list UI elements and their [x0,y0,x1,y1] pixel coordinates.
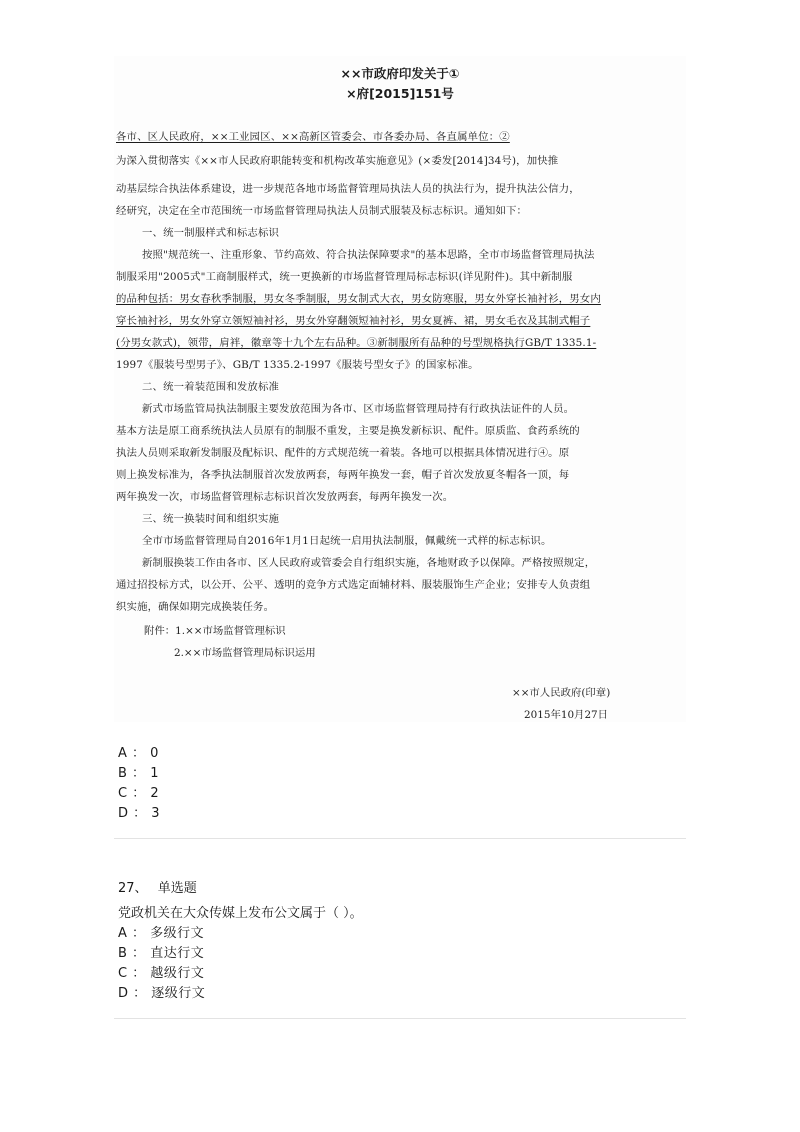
question-number: 27、 [118,881,148,896]
option-text: 3 [151,806,161,821]
option-text: 2 [150,786,160,801]
option-sep: ： [127,966,151,981]
doc-line: 则上换发标准为，各季执法制服首次发放两套，每两年换发一套，帽子首次发放夏冬帽各一顶，每 [116,469,570,481]
option-text: 1 [150,766,159,781]
doc-line: 为深入贯彻落实《××市人民政府职能转变和机构改革实施意见》(×委发[2014]34号)，加快推 [116,155,559,167]
option-a[interactable] [118,742,159,761]
doc-line: 新制服换装工作由各市、区人民政府或管委会自行组织实施，各地财政予以保障。严格按照规定， [142,557,596,569]
doc-addressee: 各市、区人民政府，××工业园区、××高新区管委会、市各委办局、各直属单位：② [116,131,510,143]
option-key: C [118,786,128,801]
doc-title-line1: ××市政府印发关于① [340,66,460,81]
question-stem: 党政机关在大众传媒上发布公文属于（ ）。 [118,906,363,921]
doc-line: 经研究，决定在全市范围统一市场监督管理局执法人员制式服装及标志标识。通知如下： [116,205,528,217]
doc-attachment-1: 附件：1.××市场监督管理标识 [144,625,286,637]
option-text: 逐级行文 [151,986,206,1001]
option-c[interactable] [118,962,204,981]
option-a[interactable] [118,922,204,941]
doc-line: 穿长袖衬衫，男女外穿立领短袖衬衫，男女外穿翻领短袖衬衫，男女夏裤、裙，男女毛衣及其制式帽子 [116,315,591,327]
option-key: B [118,946,128,961]
option-text: 直达行文 [150,946,205,961]
option-sep: ： [128,986,152,1001]
doc-section-heading: 三、统一换装时间和组织实施 [142,513,280,525]
option-sep: ： [127,926,151,941]
doc-line: 按照"规范统一、注重形象、节约高效、符合执法保障要求"的基本思路，全市市场监督管理局执法 [142,249,595,261]
option-sep: ： [127,946,151,961]
doc-section-heading: 一、统一制服样式和标志标识 [142,227,280,239]
doc-line: 动基层综合执法体系建设，进一步规范各地市场监督管理局执法人员的执法行为，提升执法公信力， [116,183,580,195]
option-text: 越级行文 [150,966,205,981]
option-key: B [118,766,128,781]
doc-line: 两年换发一次，市场监督管理标志标识首次发放两套，每两年换发一次。 [116,491,454,503]
question-type: 单选题 [157,881,197,896]
doc-line: 织实施，确保如期完成换装任务。 [116,601,275,613]
doc-section-heading: 二、统一着装范围和发放标准 [142,381,280,393]
option-sep: ： [128,806,152,821]
question-header [118,877,197,896]
question-divider [114,838,686,839]
doc-line: 全市市场监督管理局自2016年1月1日起统一启用执法制服，佩戴统一式样的标志标识。 [142,535,552,547]
option-key: D [118,986,129,1001]
doc-signature-date: 2015年10月27日 [524,709,609,721]
option-text: 多级行文 [150,926,205,941]
doc-signature-org: ××市人民政府(印章) [512,687,611,699]
option-key: D [118,806,129,821]
option-key: C [118,966,128,981]
option-sep: ： [127,786,151,801]
option-d[interactable] [118,982,205,1001]
question-divider [114,1018,686,1019]
doc-line: 通过招投标方式，以公开、公平、透明的竞争方式选定面辅材料、服装服饰生产企业；安排专人负责组 [116,579,591,591]
option-key: A [118,926,128,941]
doc-line: 的品种包括：男女春秋季制服，男女冬季制服，男女制式大衣，男女防寒服，男女外穿长袖衬衫，男女内 [116,293,601,305]
doc-line: 新式市场监管局执法制服主要发放范围为各市、区市场监督管理局持有行政执法证件的人员。 [142,403,575,415]
option-b[interactable] [118,762,159,781]
option-sep: ： [127,766,151,781]
doc-line: 执法人员则采取新发制服及配标识、配件的方式规范统一着装。各地可以根据具体情况进行④。原 [116,447,570,459]
doc-line: 1997《服装号型男子》、GB/T 1335.2-1997《服装号型女子》的国家标准。 [116,359,479,371]
option-d[interactable] [118,802,160,821]
option-text: 0 [150,746,159,761]
option-sep: ： [127,746,151,761]
doc-line: 基本方法是原工商系统执法人员原有的制服不重发，主要是换发新标识、配件。原质监、食药系统的 [116,425,580,437]
option-key: A [118,746,128,761]
doc-title-line2: ×府[2015]151号 [346,86,454,101]
doc-line: (分男女款式)，领带，肩袢，徽章等十九个左右品种。③新制服所有品种的号型规格执行GB/T 1335.1- [116,337,597,349]
doc-attachment-2: 2.××市场监督管理局标识运用 [174,647,316,659]
document-scan-image [114,56,686,722]
option-c[interactable] [118,782,159,801]
option-b[interactable] [118,942,204,961]
doc-line: 制服采用"2005式"工商制服样式，统一更换新的市场监督管理局标志标识(详见附件)。其中新制服 [116,271,573,283]
